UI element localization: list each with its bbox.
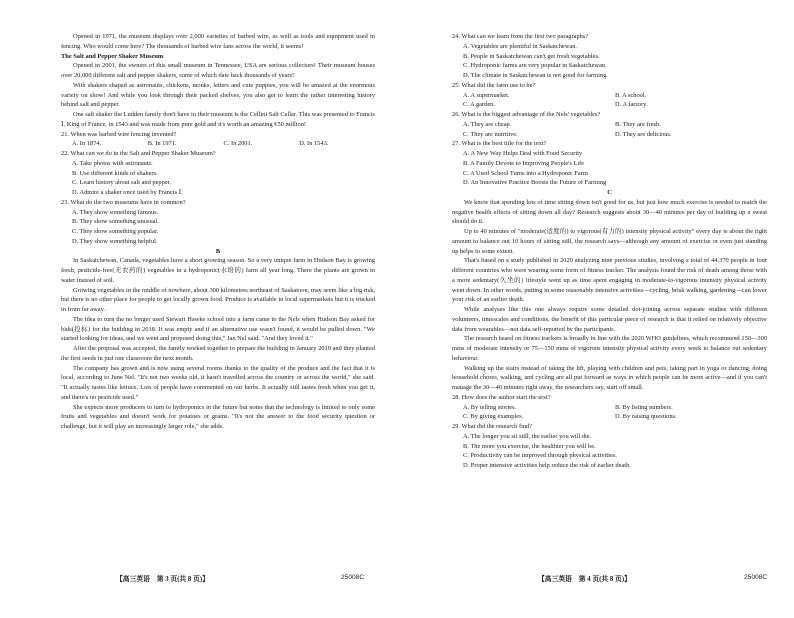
question-25: 25. What did the farm use to be?	[452, 81, 536, 89]
option-25-c: C. A garden.	[463, 101, 495, 109]
option-28-d: D. By raising questions.	[615, 413, 677, 421]
question-28: 28. How does the author start the text?	[452, 393, 551, 401]
option-22-c: C. Learn history about salt and pepper.	[72, 179, 172, 187]
passage-a-paragraph-4: One salt shaker the Ludden family don't have in their museum is the Cellini Salt Cellar. This was presented to Francis Ⅰ, King of France, in 1543 and was made from pure gold and it's worth an amazing €50 million!	[61, 111, 375, 128]
passage-c-paragraph-5: The research based on fitness trackers is broadly in line with the 2020 WHO guidelines, which recommend 150—300 mins of moderate intensity or 75—150 mins of vigorous intensity physical activity every week to balance out sedentary behaviour.	[452, 335, 767, 362]
page-3-code: 25008C	[341, 574, 365, 581]
section-c-label: C	[607, 189, 612, 196]
passage-b-paragraph-1: In Saskatchewan, Canada, vegetables have a short growing season. So a very unique farm in Hudson Bay is growing fresh, pesticide-free(无农药的) vegetables in a hydroponic(水培的) farm all year long. There the plants are grown in water instead of soil.	[61, 257, 375, 284]
option-25-b: B. A school.	[615, 91, 647, 99]
option-27-d: D. An Innovative Practice Boosts the Future of Farming	[463, 179, 607, 187]
passage-b-paragraph-3: The idea to turn the no longer used Stewart Hawke school into a farm came to the Nels when Hudson Bay asked for bids(投标) for the building in 2018. It was empty and if an alternative use wasn't found, it would be pulled down. "We started looking for ideas, and we went and proposed doing this," Jan Nel said. "And they loved it."	[61, 315, 375, 343]
option-22-b: B. Use different kinds of shakers.	[72, 169, 158, 177]
exam-page-4	[397, 0, 794, 618]
option-26-d: D. They are delicious.	[615, 130, 672, 138]
option-23-c: C. They show something popular.	[72, 228, 159, 235]
option-27-c: C. A Used School Turns into a Hydroponic Farm	[463, 169, 588, 177]
option-24-c: C. Hydroponic farms are very popular in Saskatchewan.	[463, 62, 607, 70]
passage-c-paragraph-3: That's based on a study published in 2020 analyzing nine previous studies, involving a total of 44,370 people in four different countries who were wearing some form of fitness tracker. The analysis found the risk of death among those with a more sedentary(久坐的) lifestyle went up as time spent engaging in moderate-to-vigorous intensity physical activity went down. In other words, putting in some reasonably intensive activities—cycling, brisk walking, gardening—can lower your risk of an earlier death.	[452, 257, 767, 304]
option-29-a: A. The longer you sit still, the earlier you will die.	[463, 432, 592, 440]
option-29-c: C. Productivity can be improved through physical activities.	[463, 452, 617, 460]
question-27: 27. What is the best title for the text?	[452, 140, 547, 148]
question-28-options-row-1	[463, 403, 767, 413]
option-28-c: C. By giving examples.	[463, 413, 524, 421]
option-21-d: D. In 1543.	[299, 140, 329, 148]
option-28-a: A. By telling stories.	[463, 403, 517, 411]
option-21-b: B. In 1971.	[147, 140, 177, 148]
passage-a-paragraph-3: With shakers shaped as astronauts, chickens, monks, letters and cute puppies, you will be amazed at the enormous variety on show! And while you look through their packed shelves, you also get to learn the rather interesting history behind salt and pepper.	[61, 81, 375, 109]
question-23: 23. What do the two museums have in common?	[61, 198, 186, 206]
passage-c-paragraph-6: Walking up the stairs instead of taking the lift, playing with children and pets, taking part in yoga or dancing, doing household chores, walking, and cycling are all put forward as ways in which people can be more active—and if you can't manage the 30—40 minutes right away, the researchers say, start off small.	[452, 364, 767, 391]
option-23-d: D. They show something helpful.	[72, 237, 158, 245]
passage-c-paragraph-2: Up to 40 minutes of "moderate(适度的) to vigorous(有力的) intensity physical activity" every day is about the right amount to balance out 10 hours of sitting still, the research says—although any amount of exercise or even just standing up helps to some extent.	[452, 228, 767, 255]
passage-a-heading: The Salt and Pepper Shaker Museum	[61, 52, 164, 60]
question-21-options	[72, 139, 375, 149]
option-26-c: C. They are nutritive.	[463, 130, 518, 138]
question-28-options-row-2	[463, 412, 767, 422]
question-26-options-row-2	[463, 130, 767, 140]
question-24: 24. What can we learn from the first two paragraphs?	[452, 33, 589, 40]
option-24-d: D. The climate in Saskatchewan is not good for farming.	[463, 72, 608, 79]
option-29-b: B. The more you exercise, the healthier you will be.	[463, 442, 596, 450]
question-26: 26. What is the biggest advantage of the Nels' vegetables?	[452, 111, 601, 118]
option-21-a: A. In 1874.	[72, 140, 102, 148]
option-26-a: A. They are cheap.	[463, 120, 512, 128]
question-25-options-row-2	[463, 100, 767, 110]
passage-b-paragraph-4: After the proposal was accepted, the family worked together to prepare the building in January 2019 and they planted the first seeds in just one classroom the next month.	[61, 345, 375, 362]
passage-c-paragraph-1: We know that spending lots of time sitting down isn't good for us, but just how much exercise is needed to match the negative health effects of sitting down all day? Research suggests about 30—40 minutes per day of building up a sweat should do it.	[452, 198, 767, 226]
left-column	[61, 32, 375, 432]
passage-a-paragraph-2: Opened in 2001, the owners of this small museum in Tennessee, USA are serious collectors! Their museum houses over 20,000 different salt and pepper shakers, some of which date back thousands of years!	[61, 62, 375, 79]
option-22-d: D. Admire a shaker once used by Francis Ⅰ.	[72, 189, 183, 196]
question-25-options-row-1	[463, 91, 767, 101]
option-22-a: A. Take photos with astronauts.	[72, 159, 153, 167]
option-21-c: C. In 2001.	[223, 140, 253, 148]
question-26-options-row-1	[463, 120, 767, 130]
question-29: 29. What did the research find?	[452, 423, 533, 430]
question-21: 21. When was barbed wire fencing invented?	[61, 130, 177, 138]
option-27-a: A. A New Way Helps Deal with Food Security	[463, 150, 583, 157]
option-27-b: B. A Family Devote to Improving People's Life	[463, 159, 585, 167]
page-4-code: 25008C	[744, 574, 768, 581]
question-22: 22. What can we do in the Salt and Pepper Shaker Museum?	[61, 150, 216, 157]
page-3-footer: 【高三英语 第 3 页(共 8 页)】	[116, 576, 209, 583]
passage-b-paragraph-2: Growing vegetables in the middle of nowhere, about 300 kilometres northeast of Saskatoon, may seem like a big risk, but there is no other place for people to get locally grown food. Produce is available in local supermarkets but it is trucked in from far away.	[61, 286, 375, 313]
section-b-label: B	[215, 247, 221, 255]
passage-a-paragraph-1: Opened in 1971, the museum displays over 2,000 varieties of barbed wire, as well as tools and equipment used in fencing. Who would come here? The thousands of barbed wire fans across the world, it seems!	[61, 33, 375, 50]
right-column	[452, 32, 767, 471]
option-23-b: B. They show something unusual.	[72, 218, 159, 226]
option-23-a: A. They show something famous.	[72, 208, 159, 216]
option-25-d: D. A factory.	[615, 101, 648, 109]
option-24-b: B. People in Saskatchewan can't get fresh vegetables.	[463, 52, 600, 60]
passage-c-paragraph-4: While analyses like this one always require some detailed dot-joining across separate studies with different volunteers, timescales and conditions, the benefit of this particular piece of research is that it relied on relatively objective data from wearables—not data self-reported by the participants.	[452, 306, 767, 333]
option-25-a: A. A supermarket.	[463, 91, 510, 99]
page-4-footer: 【高三英语 第 4 页(共 8 页)】	[538, 576, 631, 583]
passage-b-paragraph-6: She expects more producers to turn to hydroponics in the future but notes that the technology is limited to only some fruits and vegetables and doesn't work for potatoes or grains. "It's not the answer to the food security question or challenge, but it will play an increasingly larger role," she adds.	[61, 403, 375, 430]
passage-b-paragraph-5: The company has grown and is now using several rooms thanks to the quality of the produce and the fact that it is local, according to June Nel. "It's not two weeks old, it hasn't travelled across the country or across the world," she said. "It actually tastes like lettuce. Lots of people have commented on our herbs. It actually still tastes fresh when you get it, and there's no pesticide used."	[61, 364, 375, 401]
option-24-a: A. Vegetables are plentiful in Saskatchewan.	[463, 42, 577, 50]
option-28-b: B. By listing numbers.	[615, 403, 673, 411]
option-26-b: B. They are fresh.	[615, 120, 661, 128]
option-29-d: D. Proper intensive activities help reduce the risk of earlier death.	[463, 462, 631, 469]
